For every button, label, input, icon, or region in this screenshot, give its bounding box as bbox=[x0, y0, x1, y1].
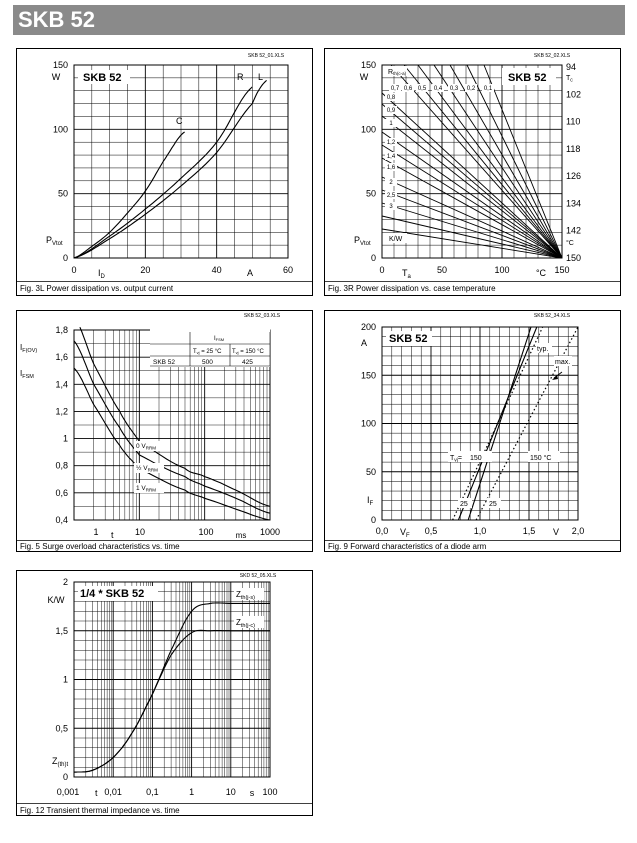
right-tick-label: 118 bbox=[566, 143, 581, 154]
rth-left-label: 1,2 bbox=[386, 140, 396, 146]
curve-label-l: L bbox=[258, 72, 264, 82]
file-id: SKB 52_02.XLS bbox=[533, 53, 571, 59]
y-tick-label: 0,6 bbox=[55, 487, 68, 498]
label-tvj: $T_{vj}=$ bbox=[450, 455, 462, 464]
rth-top-label: 0,3 bbox=[449, 86, 459, 92]
fig3r-tc-label: $T_c$ bbox=[566, 75, 573, 84]
x-tick-label: 0 bbox=[71, 265, 77, 275]
y-tick-label: 1 bbox=[62, 433, 68, 444]
fig9-x-axis-symbol: $V_F$ bbox=[400, 527, 410, 539]
fig12-panel bbox=[16, 570, 313, 816]
y-tick-label: 2 bbox=[62, 577, 68, 587]
y-tick-label: 1,6 bbox=[55, 352, 68, 363]
x-tick-label: 20 bbox=[140, 265, 151, 275]
fig3l-x-unit: A bbox=[246, 268, 254, 278]
fig9-y-axis-symbol: $I_F$ bbox=[367, 495, 374, 507]
right-tick-label: 94 bbox=[566, 62, 577, 72]
rth-left-label: 2,5 bbox=[386, 193, 396, 199]
fig3r-model-label: SKB 52 bbox=[508, 72, 547, 84]
fig12-x-unit: s bbox=[249, 788, 255, 798]
label-150c: 150 °C bbox=[530, 455, 552, 462]
fig9-panel bbox=[324, 310, 621, 552]
right-tick-label: 142 bbox=[566, 225, 582, 236]
right-tick-label: 134 bbox=[566, 198, 582, 209]
fig12-x-t: t bbox=[95, 788, 98, 798]
fig5-inset-table bbox=[150, 329, 270, 367]
y-tick-label: 200 bbox=[360, 322, 376, 332]
x-tick-label: 0,5 bbox=[424, 526, 438, 536]
fig5-x-t: t bbox=[111, 530, 114, 540]
x-tick-label: 50 bbox=[436, 265, 448, 275]
y-tick-label: 1,5 bbox=[55, 625, 68, 636]
file-id: SKB 52_34.XLS bbox=[533, 313, 571, 319]
fig9-y-unit: A bbox=[360, 338, 368, 348]
fig12-y-axis-symbol: $Z_{(th)t}$ bbox=[52, 756, 69, 768]
y-tick-label: 150 bbox=[360, 370, 376, 381]
rth-top-label: 0,5 bbox=[417, 86, 427, 92]
fig3r-y-unit: W bbox=[359, 72, 369, 82]
y-tick-label: 100 bbox=[360, 124, 376, 135]
rth-left-label: 1,4 bbox=[386, 154, 396, 160]
rth-top-label: 0,1 bbox=[483, 86, 493, 92]
y-tick-label: 1,8 bbox=[55, 325, 68, 335]
x-tick-label: 10 bbox=[225, 787, 236, 797]
y-tick-label: 1,4 bbox=[55, 379, 68, 390]
table-head: IFSM bbox=[214, 336, 225, 342]
right-tick-label: 110 bbox=[566, 116, 581, 127]
rth-left-label: 3 bbox=[389, 204, 393, 210]
page-header bbox=[13, 5, 625, 35]
fig3l-y-axis-symbol: $P_{Vtot}$ bbox=[46, 235, 63, 247]
fig3r-caption: Fig. 3R Power dissipation vs. case temperature bbox=[328, 284, 496, 293]
x-tick-label: 0,0 bbox=[375, 526, 389, 536]
file-id: SKB 52_01.XLS bbox=[247, 53, 285, 59]
x-tick-label: 1,5 bbox=[522, 526, 536, 536]
rth-left-label: 2 bbox=[389, 180, 393, 186]
fig3r-rth-label: Rth(c-a) bbox=[388, 69, 407, 76]
rth-left-label: 1 bbox=[389, 121, 393, 127]
fig3l-panel bbox=[16, 48, 313, 296]
curve-label-c: C bbox=[176, 116, 183, 126]
rth-top-label: 0,2 bbox=[466, 86, 476, 92]
x-tick-label: 1000 bbox=[259, 527, 281, 537]
fig5-curve-labels bbox=[134, 441, 164, 493]
table-row-label: SKB 52 bbox=[153, 359, 176, 366]
fig5-caption: Fig. 5 Surge overload characteristics vs. time bbox=[20, 542, 180, 551]
y-tick-label: 150 bbox=[360, 60, 376, 70]
fig9-x-unit: V bbox=[552, 527, 560, 537]
y-tick-label: 50 bbox=[57, 188, 68, 199]
fig3r-x-axis-symbol: $T_a$ bbox=[402, 268, 411, 280]
rth-top-label: 0,6 bbox=[403, 86, 413, 92]
x-tick-label: 150 bbox=[554, 265, 570, 275]
y-tick-label: 0 bbox=[62, 772, 68, 782]
file-id: SKB 52_03.XLS bbox=[243, 313, 281, 319]
right-tick-label: 102 bbox=[566, 89, 582, 100]
x-tick-label: 0,01 bbox=[104, 787, 122, 797]
fig9-model-label: SKB 52 bbox=[389, 333, 428, 345]
x-tick-label: 60 bbox=[282, 265, 294, 275]
x-tick-label: 1 bbox=[189, 787, 195, 797]
y-tick-label: 0 bbox=[370, 515, 376, 525]
fig12-model-label: 1/4 * SKB 52 bbox=[80, 588, 145, 600]
curve-label-r: R bbox=[237, 72, 244, 82]
fig3r-y-axis-symbol: $P_{Vtot}$ bbox=[354, 235, 371, 247]
file-id: SKD 52_05.XLS bbox=[239, 573, 277, 579]
x-tick-label: 2,0 bbox=[571, 526, 585, 536]
fig5-x-unit: ms bbox=[235, 531, 247, 540]
y-tick-label: 1,2 bbox=[55, 406, 68, 417]
y-tick-label: 100 bbox=[360, 418, 376, 429]
fig12-caption: Fig. 12 Transient thermal impedance vs. time bbox=[20, 806, 180, 815]
rth-top-label: 0,4 bbox=[433, 86, 443, 92]
y-tick-label: 0,8 bbox=[55, 460, 68, 471]
page-title: SKB 52 bbox=[18, 7, 96, 32]
label-25b: 25 bbox=[489, 501, 497, 508]
label-max: max. bbox=[555, 359, 571, 366]
fig3l-model-label: SKB 52 bbox=[83, 72, 122, 84]
fig5-panel bbox=[16, 310, 313, 552]
curve-label: 0 $V_{RRM}$ bbox=[136, 443, 157, 451]
fig3l-y-unit: W bbox=[51, 72, 61, 82]
curve-label: ½ $V_{RRM}$ bbox=[136, 465, 158, 473]
x-tick-label: 100 bbox=[198, 527, 214, 537]
table-col1: Tvj = 25 °C bbox=[193, 349, 222, 355]
label-25a: 25 bbox=[460, 501, 468, 508]
curve-label: 1 $V_{RRM}$ bbox=[136, 485, 157, 493]
y-tick-label: 50 bbox=[365, 188, 376, 199]
y-tick-label: 100 bbox=[52, 124, 68, 135]
table-col2: Tvj = 150 °C bbox=[232, 349, 264, 355]
fig3r-tc-unit: °C bbox=[566, 240, 574, 247]
y-tick-label: 50 bbox=[365, 466, 376, 477]
fig3r-panel bbox=[324, 48, 621, 296]
x-tick-label: 0,001 bbox=[56, 787, 80, 797]
rth-left-label: 0,8 bbox=[386, 95, 396, 101]
y-tick-label: 0 bbox=[62, 253, 68, 263]
fig3r-kw-label: K/W bbox=[389, 236, 403, 243]
fig3r-x-unit: °C bbox=[535, 268, 547, 278]
x-tick-label: 0 bbox=[379, 265, 385, 275]
rth-left-label: 1,6 bbox=[386, 165, 396, 171]
fig12-y-unit: K/W bbox=[47, 595, 65, 605]
y-tick-label: 0,4 bbox=[55, 515, 68, 525]
y-tick-label: 0,5 bbox=[55, 723, 68, 734]
fig5-y-label-top: $I_{F(OV)}$ bbox=[20, 343, 38, 354]
fig9-caption: Fig. 9 Forward characteristics of a diode arm bbox=[328, 542, 487, 551]
x-tick-label: 1 bbox=[93, 527, 99, 537]
label-typ: typ. bbox=[537, 346, 549, 353]
rth-left-label: 0,9 bbox=[386, 108, 396, 114]
fig5-y-label-bottom: $I_{FSM}$ bbox=[20, 369, 34, 380]
right-tick-label: 126 bbox=[566, 171, 582, 182]
x-tick-label: 100 bbox=[494, 265, 510, 275]
label-150: 150 bbox=[470, 455, 482, 462]
y-tick-label: 1 bbox=[62, 674, 68, 685]
x-tick-label: 1,0 bbox=[473, 526, 487, 536]
x-tick-label: 100 bbox=[262, 787, 278, 797]
y-tick-label: 150 bbox=[52, 60, 68, 70]
x-tick-label: 0,1 bbox=[146, 787, 159, 797]
x-tick-label: 10 bbox=[134, 527, 146, 537]
fig3l-x-axis-symbol: $I_D$ bbox=[98, 268, 105, 280]
table-val2: 425 bbox=[242, 359, 253, 366]
fig12-curve-label-jc: $Z_{th(j-c)}$ bbox=[236, 618, 255, 629]
right-tick-label: 150 bbox=[566, 253, 582, 263]
fig3l-caption: Fig. 3L Power dissipation vs. output current bbox=[20, 284, 174, 293]
y-tick-label: 0 bbox=[370, 253, 376, 263]
table-val1: 500 bbox=[202, 359, 213, 366]
fig12-curve-label-js: $Z_{th(j-s)}$ bbox=[236, 590, 255, 601]
x-tick-label: 40 bbox=[211, 265, 222, 275]
rth-top-label: 0,7 bbox=[390, 86, 400, 92]
